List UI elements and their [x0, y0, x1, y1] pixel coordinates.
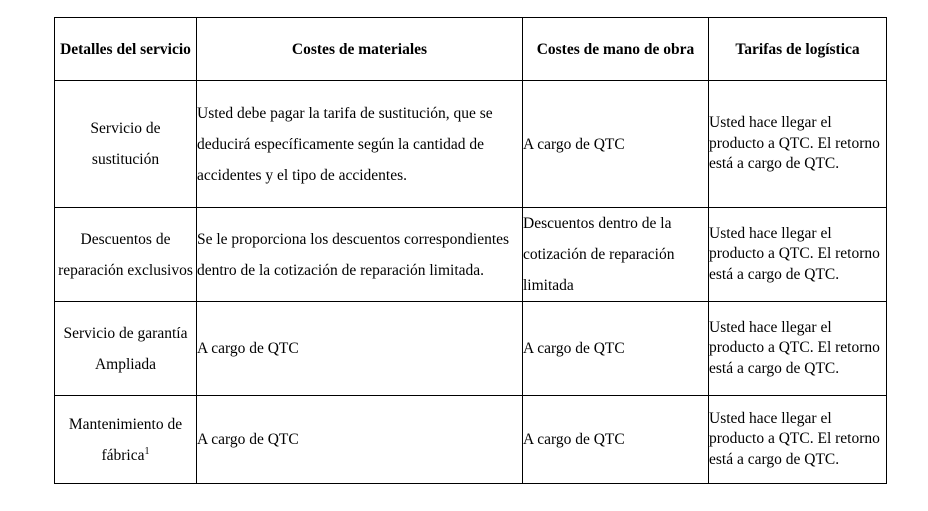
table-header-row: [55, 18, 887, 81]
header-logistics-fees: Tarifas de logística: [709, 18, 887, 81]
labor-costs-cell: A cargo de QTC: [523, 396, 709, 484]
logistics-fees-cell: Usted hace llegar el producto a QTC. El retorno está a cargo de QTC.: [709, 208, 887, 302]
material-costs-cell: A cargo de QTC: [197, 396, 523, 484]
table-row: [55, 396, 887, 484]
material-costs-cell: A cargo de QTC: [197, 302, 523, 396]
logistics-fees-cell: Usted hace llegar el producto a QTC. El retorno está a cargo de QTC.: [709, 396, 887, 484]
labor-costs-cell: A cargo de QTC: [523, 81, 709, 208]
service-name-cell: [55, 208, 197, 302]
table-row: [55, 81, 887, 208]
service-name-cell: [55, 302, 197, 396]
logistics-fees-cell: Usted hace llegar el producto a QTC. El retorno está a cargo de QTC.: [709, 302, 887, 396]
service-name-cell: [55, 81, 197, 208]
material-costs-cell: Usted debe pagar la tarifa de sustitución, que se deducirá específicamente según la cantidad de accidentes y el tipo de accidentes.: [197, 81, 523, 208]
logistics-fees-cell: Usted hace llegar el producto a QTC. El retorno está a cargo de QTC.: [709, 81, 887, 208]
service-name: Servicio de garantía Ampliada: [63, 324, 188, 373]
service-name-cell: [55, 396, 197, 484]
service-name: Descuentos de reparación exclusivos: [58, 230, 193, 279]
header-service-details: Detalles del servicio: [55, 18, 197, 81]
header-material-costs: Costes de materiales: [197, 18, 523, 81]
labor-costs-cell: Descuentos dentro de la cotización de reparación limitada: [523, 208, 709, 302]
material-costs-cell: Se le proporciona los descuentos correspondientes dentro de la cotización de reparación limitada.: [197, 208, 523, 302]
table-row: [55, 208, 887, 302]
header-labor-costs: Costes de mano de obra: [523, 18, 709, 81]
service-name: Servicio de sustitución: [90, 120, 161, 168]
labor-costs-cell: A cargo de QTC: [523, 302, 709, 396]
footnote-marker: 1: [144, 445, 150, 457]
service-name: Mantenimiento de fábrica: [68, 415, 183, 464]
service-comparison-table: [54, 17, 887, 484]
table-row: [55, 302, 887, 396]
